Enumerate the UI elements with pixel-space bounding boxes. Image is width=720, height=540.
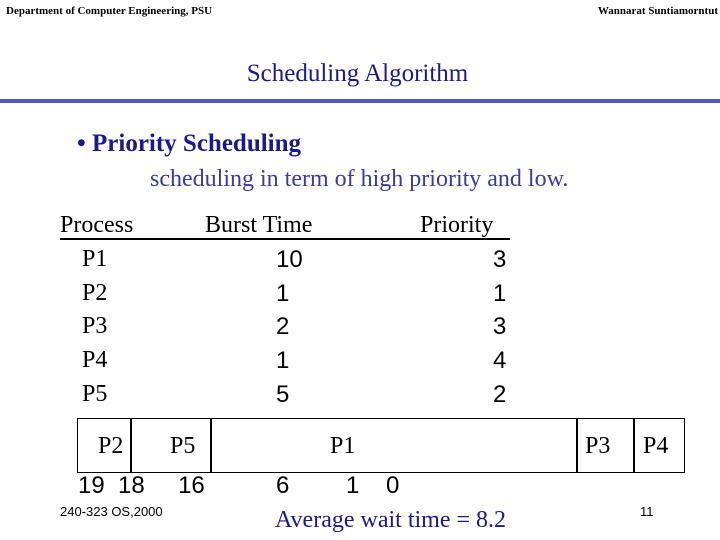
gantt-label-p3: P3 — [585, 433, 611, 459]
table-cell-burst: 1 — [276, 280, 290, 307]
table-cell-burst: 1 — [276, 347, 290, 374]
title-divider — [0, 99, 720, 103]
table-cell-priority: 3 — [493, 313, 507, 340]
table-cell-priority: 1 — [493, 280, 507, 307]
header-author: Wannarat Suntiamorntut — [597, 5, 718, 17]
column-header-process: Process — [60, 212, 134, 238]
bullet-subtitle: scheduling in term of high priority and low. — [150, 166, 569, 192]
slide-title: Scheduling Algorithm — [246, 60, 469, 87]
table-cell-burst: 5 — [276, 381, 290, 408]
gantt-times-left: 19 18 16 — [78, 472, 205, 499]
page-number: 11 — [640, 504, 654, 519]
footer-course-code: 240-323 OS,2000 — [60, 504, 163, 519]
table-cell-priority: 2 — [493, 381, 507, 408]
table-cell-priority: 3 — [493, 246, 507, 273]
gantt-label-p5: P5 — [170, 433, 196, 459]
table-cell-process: P4 — [82, 347, 108, 373]
gantt-label-p4: P4 — [643, 433, 669, 459]
table-cell-process: P3 — [82, 313, 108, 339]
average-wait-time: Average wait time = 8.2 — [275, 507, 507, 533]
gantt-label-p2: P2 — [98, 433, 124, 459]
gantt-block-p1 — [210, 418, 578, 473]
column-header-priority: Priority — [420, 212, 494, 238]
table-cell-burst: 2 — [276, 313, 290, 340]
table-cell-burst: 10 — [276, 246, 303, 273]
table-cell-process: P5 — [82, 381, 108, 407]
table-cell-priority: 4 — [493, 347, 507, 374]
gantt-label-p1: P1 — [330, 433, 356, 459]
header-department: Department of Computer Engineering, PSU — [6, 5, 213, 17]
table-cell-process: P1 — [82, 246, 108, 272]
table-header-rule — [60, 238, 510, 240]
gantt-time-mid: 6 — [276, 472, 290, 499]
gantt-times-right: 1 0 — [346, 472, 400, 499]
bullet-heading: • Priority Scheduling — [77, 130, 302, 157]
column-header-burst-time: Burst Time — [205, 212, 313, 238]
table-cell-process: P2 — [82, 280, 108, 306]
